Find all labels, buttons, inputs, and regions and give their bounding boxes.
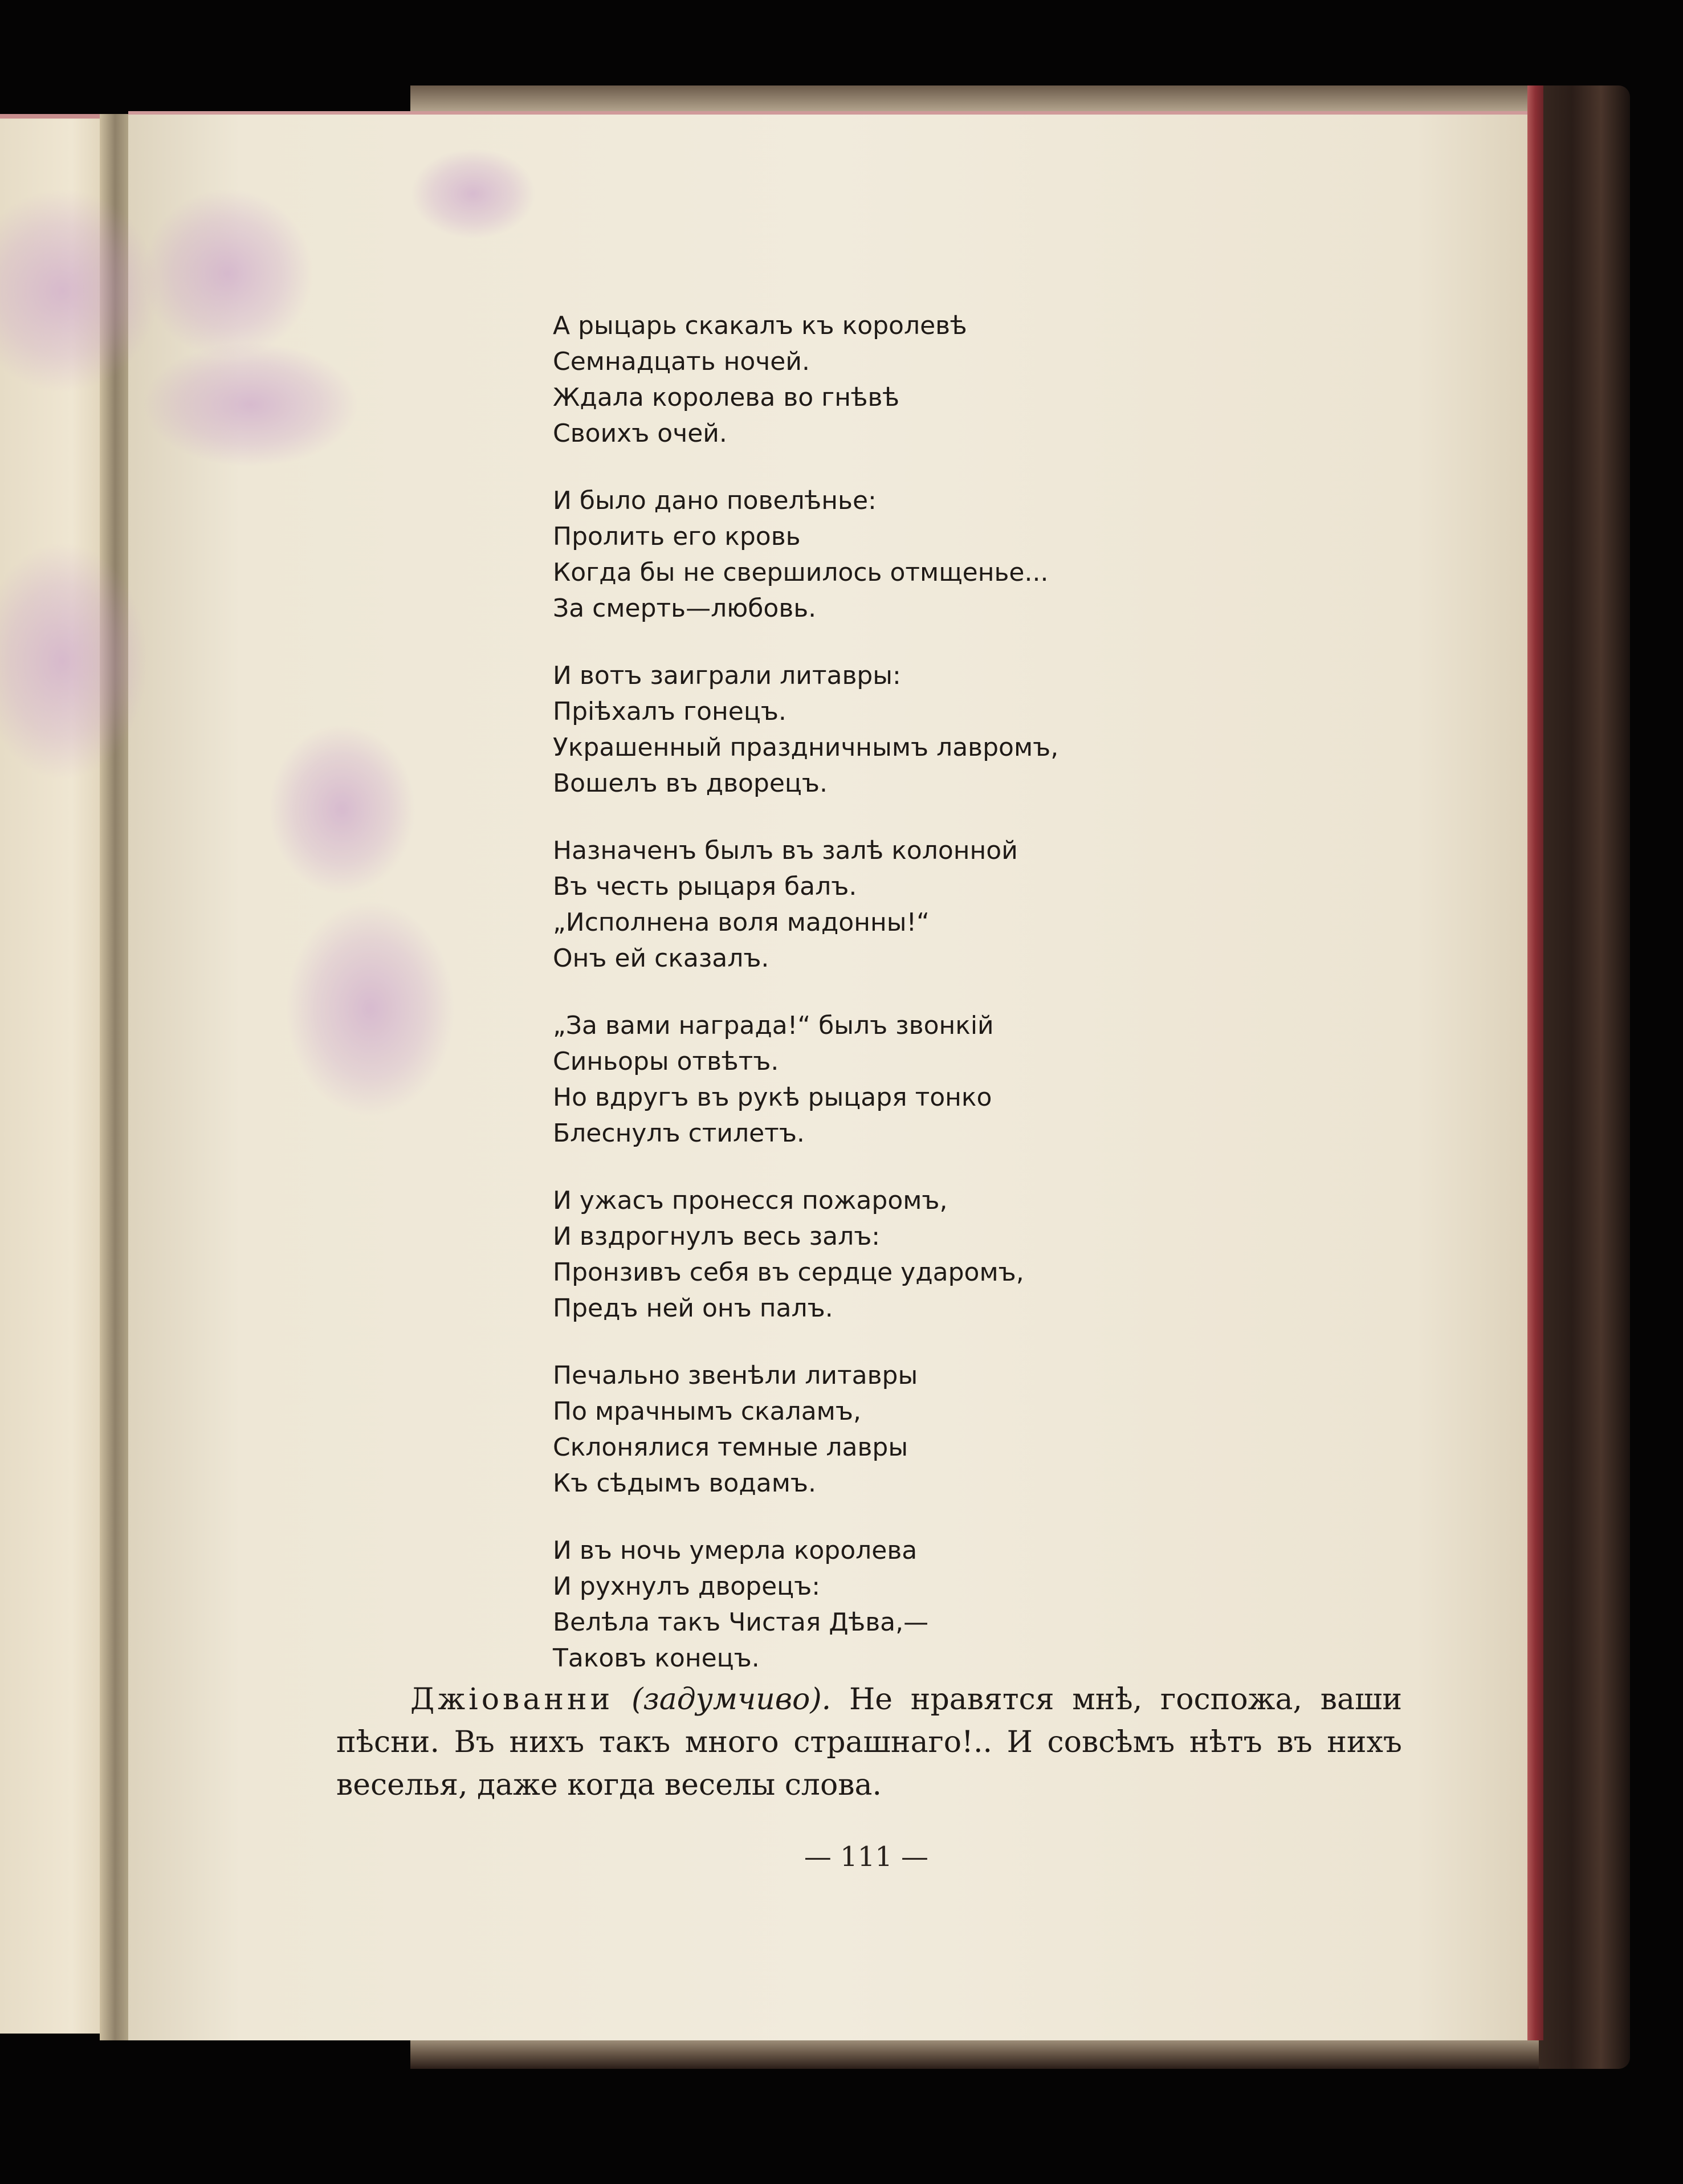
red-page-edge bbox=[1527, 85, 1543, 2040]
poem-line: Онъ ей сказалъ. bbox=[553, 944, 769, 973]
poem-line: Украшенный праздничнымъ лавромъ, bbox=[553, 733, 1059, 762]
poem-line: Велѣла такъ Чистая Дѣва,— bbox=[553, 1608, 929, 1637]
poem-line: Но вдругъ въ рукѣ рыцаря тонко bbox=[553, 1083, 992, 1112]
poem-line: Семнадцать ночей. bbox=[553, 347, 810, 376]
stanza bbox=[553, 308, 1408, 451]
page-number: — 111 — bbox=[804, 1841, 929, 1873]
poem-line: „За вами награда!“ былъ звонкій bbox=[553, 1011, 994, 1040]
poem-line: Назначенъ былъ въ залѣ колонной bbox=[553, 836, 1018, 865]
poem-line: Печально звенѣли литавры bbox=[553, 1361, 918, 1390]
poem-line: И ужасъ пронесся пожаромъ, bbox=[553, 1186, 948, 1215]
stanza bbox=[553, 833, 1408, 976]
stanza bbox=[553, 1358, 1408, 1501]
stage-direction: (задумчиво). bbox=[631, 1682, 832, 1717]
poem-line: Къ сѣдымъ водамъ. bbox=[553, 1469, 816, 1498]
poem-line: Склонялися темные лавры bbox=[553, 1433, 908, 1462]
ink-stain bbox=[142, 188, 313, 359]
poem-line: А рыцарь скакалъ къ королевѣ bbox=[553, 311, 967, 340]
poem-line: Когда бы не свершилось отмщенье... bbox=[553, 558, 1049, 587]
poem bbox=[553, 308, 1408, 1708]
poem-line: И въ ночь умерла королева bbox=[553, 1536, 918, 1565]
ink-stain bbox=[285, 901, 456, 1117]
poem-line: Предъ ней онъ палъ. bbox=[553, 1294, 833, 1323]
ink-stain bbox=[410, 148, 536, 239]
speaker-name: Джіованни bbox=[410, 1682, 614, 1717]
poem-line: И было дано повелѣнье: bbox=[553, 486, 877, 515]
stanza bbox=[553, 658, 1408, 801]
poem-line: И вздрогнулъ весь залъ: bbox=[553, 1222, 881, 1251]
poem-line: Таковъ конецъ. bbox=[553, 1644, 760, 1673]
poem-line: Блеснулъ стилетъ. bbox=[553, 1119, 805, 1148]
stanza bbox=[553, 1533, 1408, 1676]
ink-stain bbox=[142, 342, 359, 467]
poem-line: Синьоры отвѣтъ. bbox=[553, 1047, 779, 1076]
stanza bbox=[553, 1183, 1408, 1326]
book-binding bbox=[1533, 85, 1630, 2069]
poem-line: По мрачнымъ скаламъ, bbox=[553, 1397, 861, 1426]
poem-line: Ждала королева во гнѣвѣ bbox=[553, 383, 900, 412]
prose-paragraph bbox=[336, 1678, 1402, 1807]
poem-line: Въ честь рыцаря балъ. bbox=[553, 872, 857, 901]
poem-line: И вотъ заиграли литавры: bbox=[553, 661, 901, 690]
prose-text: Не нравятся мнѣ, госпожа, ваши пѣсни. Въ нихъ такъ много страшнаго!.. И совсѣмъ нѣтъ въ нихъ веселья, даже когда веселы слова. bbox=[336, 1682, 1403, 1802]
poem-line: И рухнулъ дворецъ: bbox=[553, 1572, 821, 1601]
poem-line: Пріѣхалъ гонецъ. bbox=[553, 697, 787, 726]
poem-line: За смерть—любовь. bbox=[553, 594, 817, 623]
poem-line: Пронзивъ себя въ сердце ударомъ, bbox=[553, 1258, 1024, 1287]
stanza bbox=[553, 1008, 1408, 1151]
poem-line: Вошелъ въ дворецъ. bbox=[553, 769, 828, 798]
poem-line: „Исполнена воля мадонны!“ bbox=[553, 908, 930, 937]
stanza bbox=[553, 483, 1408, 626]
poem-line: Пролить его кровь bbox=[553, 522, 801, 551]
ink-stain bbox=[268, 724, 416, 895]
poem-line: Своихъ очей. bbox=[553, 419, 727, 448]
